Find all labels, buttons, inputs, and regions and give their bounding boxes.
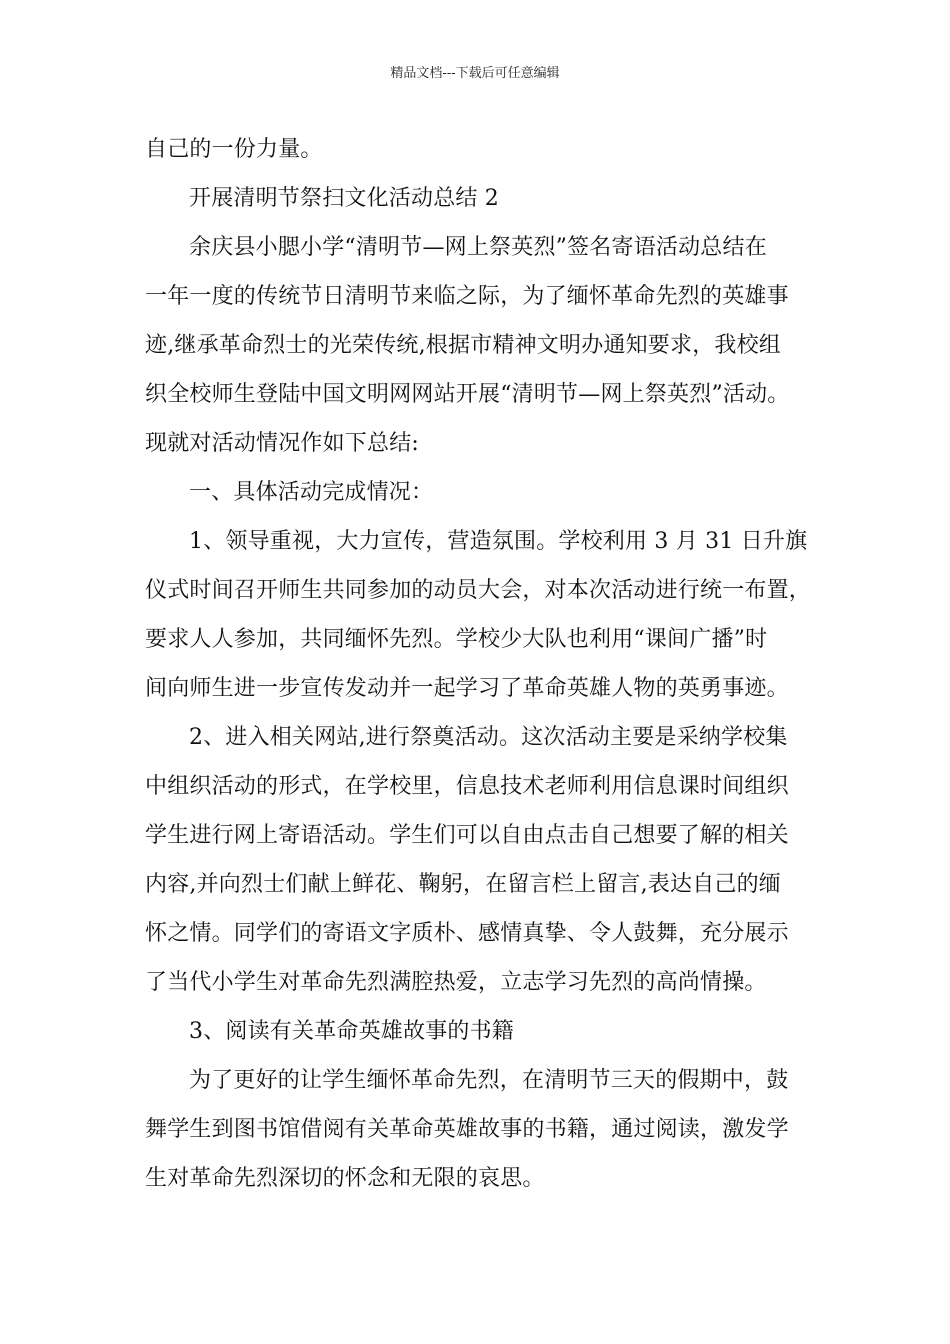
text-line: 生对革命先烈深切的怀念和无限的哀思。 [145, 1166, 545, 1191]
section-title: 开展清明节祭扫文化活动总结 2 [189, 186, 499, 211]
text-line: 要求人人参加，共同缅怀先烈。学校少大队也利用“课间广播”时 [145, 627, 768, 652]
text-line: 现就对活动情况作如下总结: [145, 431, 420, 456]
text-line: 迹,继承革命烈士的光荣传统,根据市精神文明办通知要求，我校组 [145, 333, 781, 358]
text-line: 怀之情。同学们的寄语文字质朴、感情真挚、令人鼓舞，充分展示 [145, 921, 789, 946]
text-line: 舞学生到图书馆借阅有关革命英雄故事的书籍，通过阅读，激发学 [145, 1117, 789, 1142]
text-line: 中组织活动的形式，在学校里，信息技术老师利用信息课时间组织 [145, 774, 789, 799]
text-line: 内容,并向烈士们献上鲜花、鞠躬，在留言栏上留言,表达自己的缅 [145, 872, 781, 897]
text-line: 间向师生进一步宣传发动并一起学习了革命英雄人物的英勇事迹。 [145, 676, 789, 701]
page-header: 精品文档---下载后可任意编辑 [390, 66, 560, 81]
text-line: 仪式时间召开师生共同参加的动员大会，对本次活动进行统一布置， [145, 578, 812, 603]
text-line: 为了更好的让学生缅怀革命先烈，在清明节三天的假期中，鼓 [189, 1068, 789, 1093]
subsection-heading: 一、具体活动完成情况： [189, 480, 434, 505]
text-line: 织全校师生登陆中国文明网网站开展“清明节—网上祭英烈”活动。 [145, 382, 790, 407]
text-line: 2、进入相关网站,进行祭奠活动。这次活动主要是采纳学校集 [189, 725, 788, 750]
document-body [145, 125, 815, 1203]
text-line: 1、领导重视，大力宣传，营造氛围。学校利用 3 月 31 日升旗 [189, 529, 808, 554]
text-line: 一年一度的传统节日清明节来临之际，为了缅怀革命先烈的英雄事 [145, 284, 789, 309]
text-line: 了当代小学生对革命先烈满腔热爱，立志学习先烈的高尚情操。 [145, 970, 767, 995]
text-line: 自己的一份力量。 [145, 137, 323, 162]
subsection-heading: 3、阅读有关革命英雄故事的书籍 [189, 1019, 514, 1044]
text-line: 学生进行网上寄语活动。学生们可以自由点击自己想要了解的相关 [145, 823, 789, 848]
text-line: 余庆县小腮小学“清明节—网上祭英烈”签名寄语活动总结在 [189, 235, 767, 260]
